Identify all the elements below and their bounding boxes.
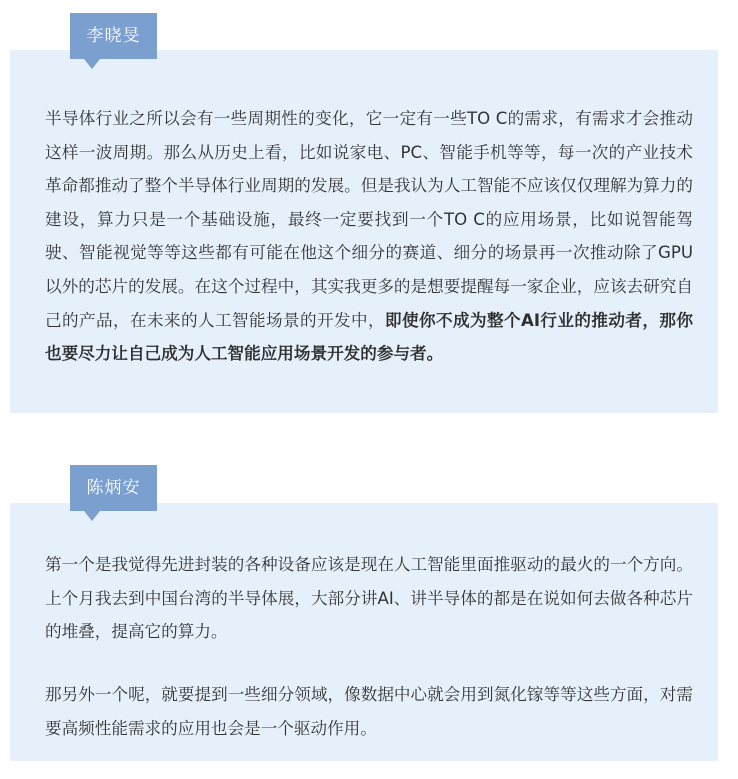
paragraph-text: 半导体行业之所以会有一些周期性的变化，它一定有一些TO C的需求，有需求才会推动这样一波周期。那么从历史上看，比如说家电、PC、智能手机等等，每一次的产业技术革命都推动了整个半导体行业周期的发展。但是我认为人工智能不应该仅仅理解为算力的建设，算力只是一个基础设施，最终一定要找到一个TO C的应用场景，比如说智能驾驶、智能视觉等等这些都有可能在他这个细分的赛道、细分的场景再一次推动除了GPU以外的芯片的发展。在这个过程中，其实我更多的是想要提醒每一家企业，应该去研究自己的产品，在未来的人工智能场景的开发中，	[45, 109, 693, 330]
paragraph-text: 那另外一个呢，就要提到一些细分领域，像数据中心就会用到氮化镓等等这些方面，对需要高频性能需求的应用也会是一个驱动作用。	[45, 685, 693, 738]
speaker-name: 陈炳安	[86, 478, 141, 498]
quote-card-1	[10, 50, 718, 413]
quote-card-2	[10, 503, 718, 761]
paragraph-bold-text: 即使你不成为整个AI行业的推动者，那你也要尽力让自己成为人工智能应用场景开发的参与者。	[45, 310, 694, 364]
speaker-name: 李晓旻	[86, 26, 141, 46]
speaker-tag-2	[70, 465, 157, 511]
speaker-tag-1	[70, 13, 157, 59]
quote-paragraph	[45, 678, 693, 745]
paragraph-text: 第一个是我觉得先进封装的各种设备应该是现在人工智能里面推驱动的最火的一个方向。上个月我去到中国台湾的半导体展，大部分讲AI、讲半导体的都是在说如何去做各种芯片的堆叠，提高它的算力。	[45, 555, 693, 642]
quote-paragraph	[45, 102, 693, 371]
quote-paragraph	[45, 548, 693, 649]
